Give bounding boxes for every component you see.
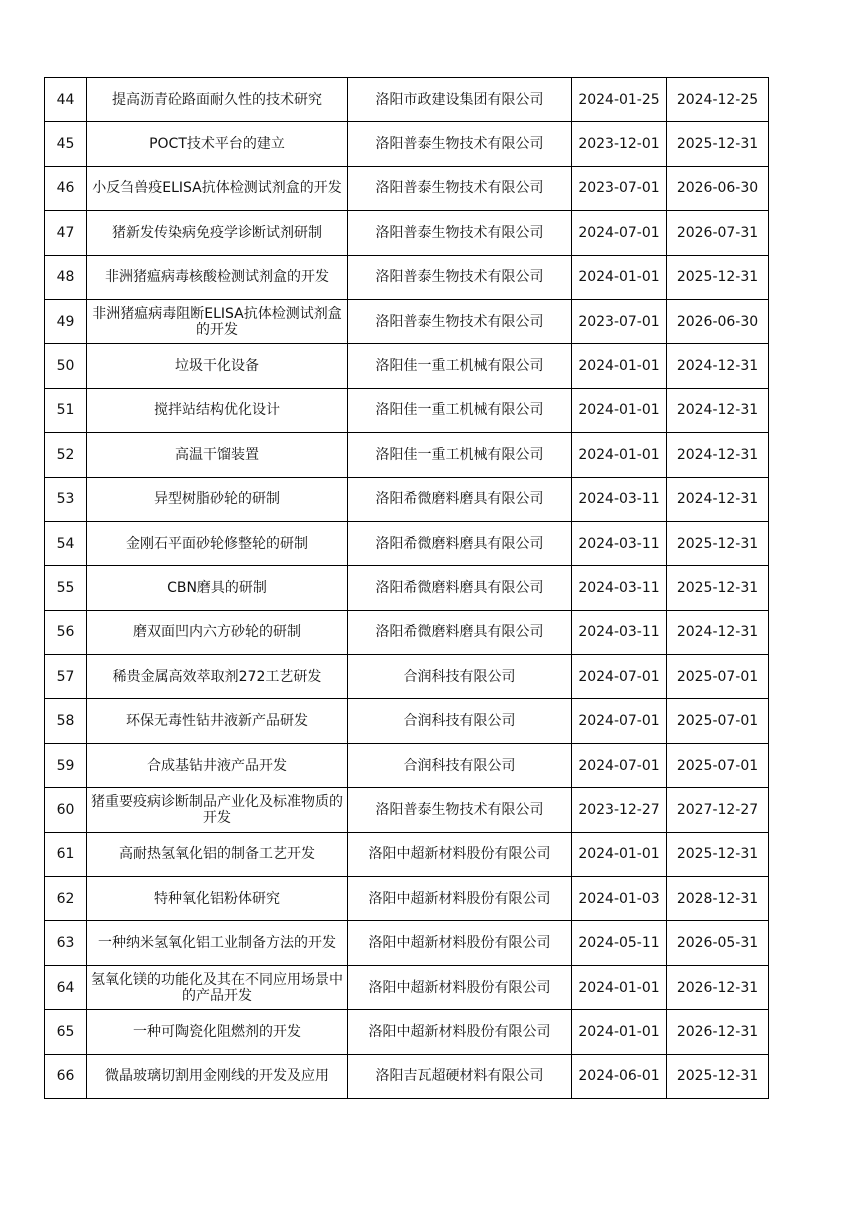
table-body	[45, 78, 769, 1099]
table-row	[45, 743, 769, 787]
project-name-cell: 一种纳米氢氧化铝工业制备方法的开发	[87, 921, 348, 965]
row-number-cell: 64	[45, 965, 87, 1009]
project-name-cell: 一种可陶瓷化阻燃剂的开发	[87, 1010, 348, 1054]
start-date-cell: 2024-01-01	[572, 433, 667, 477]
start-date-cell: 2024-07-01	[572, 743, 667, 787]
end-date-cell: 2024-12-31	[667, 344, 769, 388]
project-name-cell: 合成基钻井液产品开发	[87, 743, 348, 787]
organization-name-cell: 洛阳普泰生物技术有限公司	[348, 255, 572, 299]
table-row	[45, 211, 769, 255]
end-date-cell: 2025-12-31	[667, 1054, 769, 1098]
end-date-cell: 2025-12-31	[667, 255, 769, 299]
table-row	[45, 655, 769, 699]
row-number-cell: 55	[45, 566, 87, 610]
project-name-cell: 搅拌站结构优化设计	[87, 388, 348, 432]
start-date-cell: 2024-01-01	[572, 344, 667, 388]
row-number-cell: 56	[45, 610, 87, 654]
organization-name-cell: 洛阳普泰生物技术有限公司	[348, 788, 572, 832]
organization-name-cell: 洛阳中超新材料股份有限公司	[348, 877, 572, 921]
start-date-cell: 2024-03-11	[572, 566, 667, 610]
start-date-cell: 2024-03-11	[572, 521, 667, 565]
end-date-cell: 2025-12-31	[667, 566, 769, 610]
end-date-cell: 2025-07-01	[667, 699, 769, 743]
organization-name-cell: 洛阳市政建设集团有限公司	[348, 78, 572, 122]
end-date-cell: 2026-05-31	[667, 921, 769, 965]
table-row	[45, 78, 769, 122]
row-number-cell: 62	[45, 877, 87, 921]
table-row	[45, 166, 769, 210]
row-number-cell: 65	[45, 1010, 87, 1054]
organization-name-cell: 洛阳佳一重工机械有限公司	[348, 433, 572, 477]
table-row	[45, 1054, 769, 1098]
table-row	[45, 433, 769, 477]
project-name-cell: 猪重要疫病诊断制品产业化及标准物质的开发	[87, 788, 348, 832]
start-date-cell: 2024-03-11	[572, 610, 667, 654]
table-row	[45, 566, 769, 610]
row-number-cell: 60	[45, 788, 87, 832]
table-row	[45, 610, 769, 654]
table-row	[45, 344, 769, 388]
organization-name-cell: 洛阳希微磨料磨具有限公司	[348, 521, 572, 565]
project-name-cell: 环保无毒性钻井液新产品研发	[87, 699, 348, 743]
organization-name-cell: 洛阳普泰生物技术有限公司	[348, 299, 572, 343]
start-date-cell: 2024-07-01	[572, 211, 667, 255]
start-date-cell: 2024-05-11	[572, 921, 667, 965]
end-date-cell: 2026-06-30	[667, 166, 769, 210]
project-table	[44, 77, 769, 1099]
row-number-cell: 58	[45, 699, 87, 743]
start-date-cell: 2024-01-01	[572, 832, 667, 876]
end-date-cell: 2025-07-01	[667, 743, 769, 787]
start-date-cell: 2024-01-01	[572, 1010, 667, 1054]
project-name-cell: 氢氧化镁的功能化及其在不同应用场景中的产品开发	[87, 965, 348, 1009]
organization-name-cell: 合润科技有限公司	[348, 699, 572, 743]
start-date-cell: 2024-03-11	[572, 477, 667, 521]
project-name-cell: 微晶玻璃切割用金刚线的开发及应用	[87, 1054, 348, 1098]
start-date-cell: 2024-07-01	[572, 699, 667, 743]
start-date-cell: 2024-01-03	[572, 877, 667, 921]
row-number-cell: 45	[45, 122, 87, 166]
end-date-cell: 2026-12-31	[667, 1010, 769, 1054]
project-name-cell: POCT技术平台的建立	[87, 122, 348, 166]
start-date-cell: 2023-12-27	[572, 788, 667, 832]
project-name-cell: 非洲猪瘟病毒核酸检测试剂盒的开发	[87, 255, 348, 299]
start-date-cell: 2024-01-25	[572, 78, 667, 122]
table-row	[45, 699, 769, 743]
organization-name-cell: 洛阳中超新材料股份有限公司	[348, 1010, 572, 1054]
organization-name-cell: 洛阳普泰生物技术有限公司	[348, 122, 572, 166]
organization-name-cell: 合润科技有限公司	[348, 655, 572, 699]
start-date-cell: 2024-01-01	[572, 388, 667, 432]
table-row	[45, 388, 769, 432]
start-date-cell: 2024-07-01	[572, 655, 667, 699]
end-date-cell: 2026-06-30	[667, 299, 769, 343]
table-row	[45, 877, 769, 921]
row-number-cell: 52	[45, 433, 87, 477]
end-date-cell: 2027-12-27	[667, 788, 769, 832]
start-date-cell: 2024-01-01	[572, 255, 667, 299]
project-name-cell: 异型树脂砂轮的研制	[87, 477, 348, 521]
table-row	[45, 921, 769, 965]
end-date-cell: 2025-07-01	[667, 655, 769, 699]
table-row	[45, 477, 769, 521]
row-number-cell: 61	[45, 832, 87, 876]
project-name-cell: 提高沥青砼路面耐久性的技术研究	[87, 78, 348, 122]
row-number-cell: 50	[45, 344, 87, 388]
row-number-cell: 44	[45, 78, 87, 122]
row-number-cell: 48	[45, 255, 87, 299]
table-row	[45, 521, 769, 565]
organization-name-cell: 合润科技有限公司	[348, 743, 572, 787]
project-name-cell: 磨双面凹内六方砂轮的研制	[87, 610, 348, 654]
end-date-cell: 2025-12-31	[667, 122, 769, 166]
table-row	[45, 122, 769, 166]
end-date-cell: 2026-12-31	[667, 965, 769, 1009]
end-date-cell: 2026-07-31	[667, 211, 769, 255]
table-row	[45, 299, 769, 343]
row-number-cell: 46	[45, 166, 87, 210]
row-number-cell: 49	[45, 299, 87, 343]
organization-name-cell: 洛阳吉瓦超硬材料有限公司	[348, 1054, 572, 1098]
organization-name-cell: 洛阳佳一重工机械有限公司	[348, 388, 572, 432]
project-name-cell: 高耐热氢氧化铝的制备工艺开发	[87, 832, 348, 876]
start-date-cell: 2023-12-01	[572, 122, 667, 166]
end-date-cell: 2024-12-25	[667, 78, 769, 122]
organization-name-cell: 洛阳希微磨料磨具有限公司	[348, 477, 572, 521]
start-date-cell: 2023-07-01	[572, 299, 667, 343]
end-date-cell: 2024-12-31	[667, 610, 769, 654]
organization-name-cell: 洛阳普泰生物技术有限公司	[348, 211, 572, 255]
organization-name-cell: 洛阳希微磨料磨具有限公司	[348, 566, 572, 610]
row-number-cell: 51	[45, 388, 87, 432]
organization-name-cell: 洛阳希微磨料磨具有限公司	[348, 610, 572, 654]
table-row	[45, 965, 769, 1009]
end-date-cell: 2025-12-31	[667, 832, 769, 876]
row-number-cell: 54	[45, 521, 87, 565]
row-number-cell: 47	[45, 211, 87, 255]
project-name-cell: 高温干馏装置	[87, 433, 348, 477]
organization-name-cell: 洛阳佳一重工机械有限公司	[348, 344, 572, 388]
end-date-cell: 2024-12-31	[667, 388, 769, 432]
project-name-cell: 非洲猪瘟病毒阻断ELISA抗体检测试剂盒的开发	[87, 299, 348, 343]
end-date-cell: 2024-12-31	[667, 477, 769, 521]
project-name-cell: 猪新发传染病免疫学诊断试剂研制	[87, 211, 348, 255]
organization-name-cell: 洛阳中超新材料股份有限公司	[348, 921, 572, 965]
start-date-cell: 2024-06-01	[572, 1054, 667, 1098]
start-date-cell: 2024-01-01	[572, 965, 667, 1009]
table-row	[45, 832, 769, 876]
row-number-cell: 66	[45, 1054, 87, 1098]
end-date-cell: 2028-12-31	[667, 877, 769, 921]
table-row	[45, 788, 769, 832]
row-number-cell: 63	[45, 921, 87, 965]
table-row	[45, 1010, 769, 1054]
project-name-cell: 金刚石平面砂轮修整轮的研制	[87, 521, 348, 565]
project-name-cell: 稀贵金属高效萃取剂272工艺研发	[87, 655, 348, 699]
project-name-cell: CBN磨具的研制	[87, 566, 348, 610]
organization-name-cell: 洛阳中超新材料股份有限公司	[348, 965, 572, 1009]
table-row	[45, 255, 769, 299]
project-name-cell: 特种氧化铝粉体研究	[87, 877, 348, 921]
row-number-cell: 53	[45, 477, 87, 521]
start-date-cell: 2023-07-01	[572, 166, 667, 210]
end-date-cell: 2024-12-31	[667, 433, 769, 477]
end-date-cell: 2025-12-31	[667, 521, 769, 565]
organization-name-cell: 洛阳普泰生物技术有限公司	[348, 166, 572, 210]
row-number-cell: 57	[45, 655, 87, 699]
row-number-cell: 59	[45, 743, 87, 787]
project-name-cell: 垃圾干化设备	[87, 344, 348, 388]
project-name-cell: 小反刍兽疫ELISA抗体检测试剂盒的开发	[87, 166, 348, 210]
organization-name-cell: 洛阳中超新材料股份有限公司	[348, 832, 572, 876]
